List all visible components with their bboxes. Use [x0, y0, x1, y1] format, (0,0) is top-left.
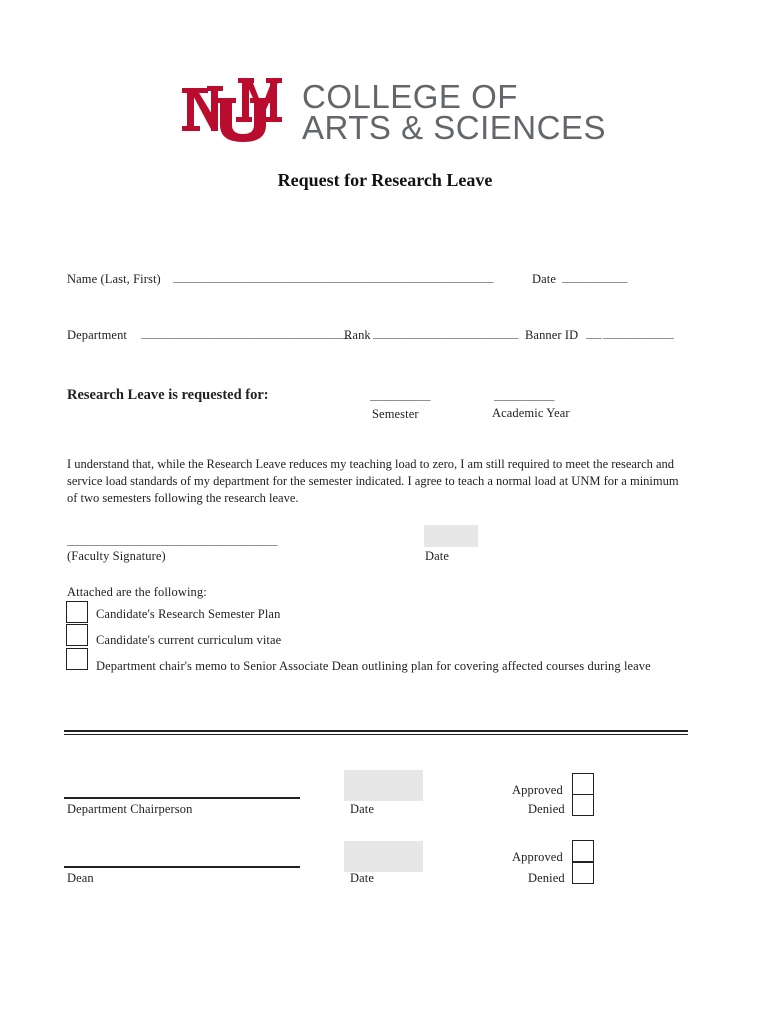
semester-field[interactable]: ____________ [370, 390, 430, 402]
attachments-heading: Attached are the following: [67, 585, 207, 599]
date-field[interactable]: _____________ [562, 272, 627, 284]
rank-field[interactable]: _____________________________ [373, 328, 518, 340]
name-label: Name (Last, First) [67, 272, 161, 286]
dean-signature-label: Dean [67, 871, 94, 885]
attachment-checkbox-memo[interactable] [66, 648, 88, 670]
attachment-label-cv: Candidate's current curriculum vitae [96, 633, 282, 647]
logo-line-2: ARTS & SCIENCES [302, 109, 606, 146]
section-divider-inner [64, 734, 688, 735]
dean-date-label: Date [350, 871, 374, 885]
academic-year-field[interactable]: ____________ [494, 390, 554, 402]
dean-approved-label: Approved [512, 850, 563, 864]
chair-denied-label: Denied [528, 802, 565, 816]
banner-id-label: Banner ID [525, 328, 579, 342]
dean-approved-checkbox[interactable] [572, 840, 594, 862]
department-field[interactable]: __________________________________________ [141, 328, 351, 340]
faculty-date-label: Date [425, 549, 449, 563]
dean-denied-checkbox[interactable] [572, 862, 594, 884]
leave-heading: Research Leave is requested for: [67, 387, 269, 403]
unm-logo [180, 76, 606, 146]
department-label: Department [67, 328, 128, 342]
section-divider [64, 730, 688, 732]
faculty-date-field[interactable] [424, 525, 478, 547]
faculty-signature-field[interactable]: __________________________________________ [67, 535, 277, 547]
date-label: Date [532, 272, 556, 286]
semester-label: Semester [372, 407, 419, 421]
attachment-label-plan: Candidate's Research Semester Plan [96, 607, 281, 621]
statement-paragraph: I understand that, while the Research Leave reduces my teaching load to zero, I am still required to meet the research and service load standards of my department for the semester indicated. I agree to teach a normal load at UNM for a minimum of two semesters following the research leave. [67, 457, 679, 505]
attachment-checkbox-plan[interactable] [66, 601, 88, 623]
dean-denied-label: Denied [528, 871, 565, 885]
chair-signature-label: Department Chairperson [67, 802, 193, 816]
chair-signature-field[interactable] [64, 797, 300, 799]
name-field[interactable]: ________________________________________________________________ [173, 272, 493, 284]
chair-approved-label: Approved [512, 783, 563, 797]
dean-signature-field[interactable] [64, 866, 300, 868]
dean-date-field[interactable] [344, 841, 423, 872]
attachment-checkbox-cv[interactable] [66, 624, 88, 646]
logo-line-1: COLLEGE OF [302, 78, 518, 115]
rank-label: Rank [344, 328, 371, 342]
attachment-label-memo: Department chair's memo to Senior Associate Dean outlining plan for covering affected courses during leave [96, 659, 651, 673]
chair-approved-checkbox[interactable] [572, 773, 594, 795]
academic-year-label: Academic Year [492, 406, 570, 420]
unm-logo-mark [180, 76, 284, 146]
faculty-signature-label: (Faculty Signature) [67, 549, 166, 563]
chair-date-label: Date [350, 802, 374, 816]
page-title: Request for Research Leave [277, 170, 493, 190]
chair-date-field[interactable] [344, 770, 423, 801]
chair-denied-checkbox[interactable] [572, 794, 594, 816]
banner-id-field[interactable]: ___ ______________ [586, 328, 674, 340]
